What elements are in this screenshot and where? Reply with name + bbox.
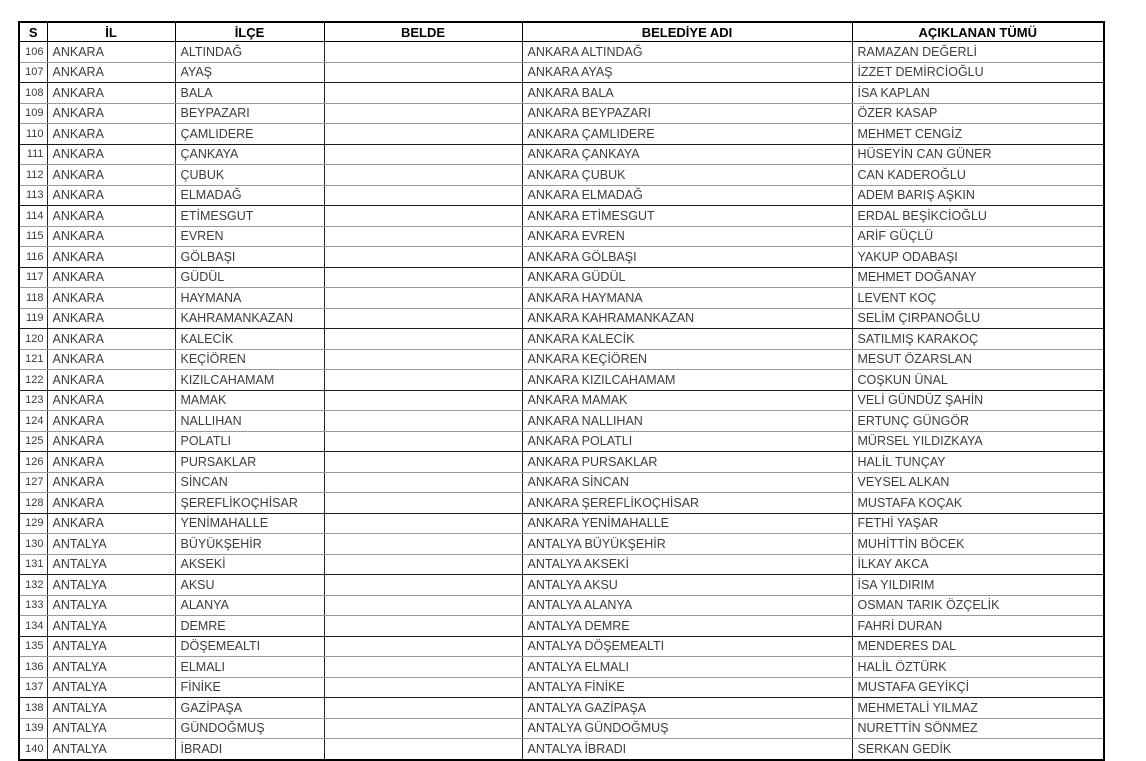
cell-aciklanan-tumu: HÜSEYİN CAN GÜNER [852, 144, 1104, 165]
table-row [19, 431, 1104, 452]
cell-belediye-adi: ANKARA AYAŞ [522, 62, 852, 83]
cell-aciklanan-tumu: FETHİ YAŞAR [852, 513, 1104, 534]
cell-belde [324, 226, 522, 247]
cell-belediye-adi: ANTALYA AKSU [522, 575, 852, 596]
cell-ilce: MAMAK [175, 390, 324, 411]
cell-belediye-adi: ANTALYA GAZİPAŞA [522, 698, 852, 719]
cell-belde [324, 739, 522, 760]
cell-belediye-adi: ANKARA BEYPAZARI [522, 103, 852, 124]
cell-s: 121 [19, 349, 47, 370]
cell-ilce: KIZILCAHAMAM [175, 370, 324, 391]
cell-belediye-adi: ANKARA YENİMAHALLE [522, 513, 852, 534]
table-row [19, 390, 1104, 411]
cell-belde [324, 124, 522, 145]
cell-s: 136 [19, 657, 47, 678]
table-row [19, 554, 1104, 575]
cell-il: ANKARA [47, 144, 175, 165]
cell-s: 123 [19, 390, 47, 411]
cell-il: ANTALYA [47, 677, 175, 698]
column-header-aciklanan-tumu: AÇIKLANAN TÜMÜ [852, 22, 1104, 42]
cell-ilce: SİNCAN [175, 472, 324, 493]
cell-aciklanan-tumu: CAN KADEROĞLU [852, 165, 1104, 186]
cell-belde [324, 206, 522, 227]
cell-il: ANTALYA [47, 718, 175, 739]
table-row [19, 493, 1104, 514]
cell-s: 130 [19, 534, 47, 555]
cell-belde [324, 636, 522, 657]
cell-il: ANKARA [47, 308, 175, 329]
cell-s: 113 [19, 185, 47, 206]
cell-belediye-adi: ANTALYA ALANYA [522, 595, 852, 616]
cell-belediye-adi: ANKARA KEÇİÖREN [522, 349, 852, 370]
cell-ilce: GÜDÜL [175, 267, 324, 288]
cell-s: 112 [19, 165, 47, 186]
cell-belde [324, 657, 522, 678]
cell-belde [324, 267, 522, 288]
cell-belediye-adi: ANKARA PURSAKLAR [522, 452, 852, 473]
cell-aciklanan-tumu: ÖZER KASAP [852, 103, 1104, 124]
cell-aciklanan-tumu: ARİF GÜÇLÜ [852, 226, 1104, 247]
cell-ilce: KAHRAMANKAZAN [175, 308, 324, 329]
cell-il: ANKARA [47, 349, 175, 370]
cell-il: ANKARA [47, 431, 175, 452]
cell-s: 117 [19, 267, 47, 288]
cell-belediye-adi: ANKARA ETİMESGUT [522, 206, 852, 227]
cell-il: ANKARA [47, 206, 175, 227]
cell-aciklanan-tumu: COŞKUN ÜNAL [852, 370, 1104, 391]
cell-belediye-adi: ANKARA NALLIHAN [522, 411, 852, 432]
table-row [19, 739, 1104, 760]
cell-belde [324, 370, 522, 391]
cell-belde [324, 308, 522, 329]
cell-ilce: ÇANKAYA [175, 144, 324, 165]
cell-belde [324, 144, 522, 165]
cell-il: ANTALYA [47, 554, 175, 575]
cell-belde [324, 718, 522, 739]
table-row [19, 267, 1104, 288]
cell-il: ANTALYA [47, 636, 175, 657]
cell-s: 127 [19, 472, 47, 493]
table-row [19, 185, 1104, 206]
table-row [19, 411, 1104, 432]
column-header-ilce: İLÇE [175, 22, 324, 42]
cell-s: 138 [19, 698, 47, 719]
cell-s: 118 [19, 288, 47, 309]
cell-aciklanan-tumu: İLKAY AKCA [852, 554, 1104, 575]
cell-s: 107 [19, 62, 47, 83]
cell-belde [324, 677, 522, 698]
cell-belediye-adi: ANKARA ÇUBUK [522, 165, 852, 186]
cell-belde [324, 349, 522, 370]
cell-il: ANKARA [47, 493, 175, 514]
table-row [19, 288, 1104, 309]
cell-belediye-adi: ANKARA ALTINDAĞ [522, 42, 852, 63]
cell-s: 111 [19, 144, 47, 165]
cell-belediye-adi: ANTALYA DÖŞEMEALTI [522, 636, 852, 657]
cell-ilce: BALA [175, 83, 324, 104]
column-header-il: İL [47, 22, 175, 42]
table-row [19, 329, 1104, 350]
cell-belde [324, 390, 522, 411]
table-row [19, 677, 1104, 698]
table-row [19, 165, 1104, 186]
cell-aciklanan-tumu: HALİL TUNÇAY [852, 452, 1104, 473]
cell-belediye-adi: ANKARA SİNCAN [522, 472, 852, 493]
cell-il: ANTALYA [47, 595, 175, 616]
table-body [19, 42, 1104, 760]
cell-belediye-adi: ANKARA ELMADAĞ [522, 185, 852, 206]
cell-ilce: PURSAKLAR [175, 452, 324, 473]
cell-aciklanan-tumu: VEYSEL ALKAN [852, 472, 1104, 493]
cell-s: 122 [19, 370, 47, 391]
cell-aciklanan-tumu: ADEM BARIŞ AŞKIN [852, 185, 1104, 206]
cell-il: ANTALYA [47, 534, 175, 555]
cell-belediye-adi: ANTALYA FİNİKE [522, 677, 852, 698]
cell-belediye-adi: ANKARA BALA [522, 83, 852, 104]
cell-aciklanan-tumu: ERDAL BEŞİKCİOĞLU [852, 206, 1104, 227]
cell-ilce: AKSU [175, 575, 324, 596]
cell-belediye-adi: ANTALYA GÜNDOĞMUŞ [522, 718, 852, 739]
cell-s: 106 [19, 42, 47, 63]
cell-s: 129 [19, 513, 47, 534]
cell-belde [324, 534, 522, 555]
cell-s: 133 [19, 595, 47, 616]
cell-aciklanan-tumu: MEHMETALİ YILMAZ [852, 698, 1104, 719]
cell-aciklanan-tumu: OSMAN TARIK ÖZÇELİK [852, 595, 1104, 616]
cell-aciklanan-tumu: SELİM ÇIRPANOĞLU [852, 308, 1104, 329]
table-row [19, 42, 1104, 63]
cell-aciklanan-tumu: SERKAN GEDİK [852, 739, 1104, 760]
cell-aciklanan-tumu: MUSTAFA GEYİKÇİ [852, 677, 1104, 698]
cell-belde [324, 431, 522, 452]
cell-belediye-adi: ANKARA GÖLBAŞI [522, 247, 852, 268]
cell-ilce: ŞEREFLİKOÇHİSAR [175, 493, 324, 514]
cell-ilce: KALECİK [175, 329, 324, 350]
table-row [19, 472, 1104, 493]
cell-belde [324, 83, 522, 104]
cell-belediye-adi: ANTALYA AKSEKİ [522, 554, 852, 575]
cell-ilce: ÇAMLIDERE [175, 124, 324, 145]
cell-aciklanan-tumu: İZZET DEMİRCİOĞLU [852, 62, 1104, 83]
cell-belde [324, 595, 522, 616]
table-row [19, 124, 1104, 145]
cell-s: 131 [19, 554, 47, 575]
municipality-table-container [18, 21, 1105, 761]
cell-belediye-adi: ANKARA MAMAK [522, 390, 852, 411]
cell-aciklanan-tumu: MUHİTTİN BÖCEK [852, 534, 1104, 555]
table-header-row [19, 22, 1104, 42]
cell-s: 116 [19, 247, 47, 268]
table-row [19, 657, 1104, 678]
cell-s: 120 [19, 329, 47, 350]
cell-s: 134 [19, 616, 47, 637]
table-row [19, 636, 1104, 657]
cell-s: 109 [19, 103, 47, 124]
cell-belediye-adi: ANKARA ŞEREFLİKOÇHİSAR [522, 493, 852, 514]
cell-ilce: FİNİKE [175, 677, 324, 698]
cell-belediye-adi: ANTALYA DEMRE [522, 616, 852, 637]
cell-il: ANKARA [47, 452, 175, 473]
cell-belde [324, 62, 522, 83]
cell-il: ANKARA [47, 42, 175, 63]
cell-ilce: YENİMAHALLE [175, 513, 324, 534]
cell-aciklanan-tumu: MENDERES DAL [852, 636, 1104, 657]
cell-belde [324, 411, 522, 432]
cell-ilce: GÖLBAŞI [175, 247, 324, 268]
cell-belde [324, 103, 522, 124]
cell-aciklanan-tumu: HALİL ÖZTÜRK [852, 657, 1104, 678]
cell-s: 119 [19, 308, 47, 329]
cell-ilce: BEYPAZARI [175, 103, 324, 124]
cell-aciklanan-tumu: FAHRİ DURAN [852, 616, 1104, 637]
table-row [19, 308, 1104, 329]
cell-aciklanan-tumu: MEHMET CENGİZ [852, 124, 1104, 145]
cell-il: ANKARA [47, 103, 175, 124]
municipality-table [18, 21, 1105, 761]
cell-il: ANKARA [47, 83, 175, 104]
cell-il: ANKARA [47, 329, 175, 350]
cell-belde [324, 452, 522, 473]
table-row [19, 83, 1104, 104]
cell-il: ANKARA [47, 390, 175, 411]
cell-belediye-adi: ANTALYA BÜYÜKŞEHİR [522, 534, 852, 555]
table-row [19, 349, 1104, 370]
cell-aciklanan-tumu: RAMAZAN DEĞERLİ [852, 42, 1104, 63]
table-header [19, 22, 1104, 42]
cell-belde [324, 247, 522, 268]
cell-s: 108 [19, 83, 47, 104]
table-row [19, 62, 1104, 83]
cell-ilce: ALTINDAĞ [175, 42, 324, 63]
cell-il: ANTALYA [47, 616, 175, 637]
cell-il: ANKARA [47, 267, 175, 288]
cell-belde [324, 165, 522, 186]
cell-belde [324, 554, 522, 575]
cell-ilce: GÜNDOĞMUŞ [175, 718, 324, 739]
table-row [19, 698, 1104, 719]
cell-s: 139 [19, 718, 47, 739]
cell-belediye-adi: ANKARA KAHRAMANKAZAN [522, 308, 852, 329]
column-header-s: S [19, 22, 47, 42]
cell-ilce: İBRADI [175, 739, 324, 760]
cell-aciklanan-tumu: VELİ GÜNDÜZ ŞAHİN [852, 390, 1104, 411]
cell-aciklanan-tumu: ERTUNÇ GÜNGÖR [852, 411, 1104, 432]
cell-ilce: DEMRE [175, 616, 324, 637]
cell-il: ANKARA [47, 247, 175, 268]
cell-il: ANKARA [47, 472, 175, 493]
cell-ilce: AKSEKİ [175, 554, 324, 575]
table-row [19, 534, 1104, 555]
cell-ilce: ALANYA [175, 595, 324, 616]
table-row [19, 718, 1104, 739]
table-row [19, 226, 1104, 247]
cell-ilce: GAZİPAŞA [175, 698, 324, 719]
cell-ilce: BÜYÜKŞEHİR [175, 534, 324, 555]
cell-aciklanan-tumu: MÜRSEL YILDIZKAYA [852, 431, 1104, 452]
cell-s: 114 [19, 206, 47, 227]
cell-s: 124 [19, 411, 47, 432]
cell-belde [324, 493, 522, 514]
cell-aciklanan-tumu: SATILMIŞ KARAKOÇ [852, 329, 1104, 350]
cell-belde [324, 472, 522, 493]
cell-ilce: DÖŞEMEALTI [175, 636, 324, 657]
cell-belediye-adi: ANKARA POLATLI [522, 431, 852, 452]
cell-belediye-adi: ANKARA EVREN [522, 226, 852, 247]
cell-s: 137 [19, 677, 47, 698]
cell-aciklanan-tumu: MEHMET DOĞANAY [852, 267, 1104, 288]
cell-s: 132 [19, 575, 47, 596]
cell-belediye-adi: ANKARA KIZILCAHAMAM [522, 370, 852, 391]
table-row [19, 575, 1104, 596]
cell-aciklanan-tumu: İSA YILDIRIM [852, 575, 1104, 596]
cell-il: ANTALYA [47, 739, 175, 760]
cell-belde [324, 288, 522, 309]
cell-belediye-adi: ANKARA ÇAMLIDERE [522, 124, 852, 145]
cell-belde [324, 616, 522, 637]
cell-belediye-adi: ANKARA GÜDÜL [522, 267, 852, 288]
cell-ilce: KEÇİÖREN [175, 349, 324, 370]
column-header-belde: BELDE [324, 22, 522, 42]
cell-belde [324, 513, 522, 534]
cell-ilce: HAYMANA [175, 288, 324, 309]
cell-ilce: AYAŞ [175, 62, 324, 83]
cell-ilce: NALLIHAN [175, 411, 324, 432]
cell-ilce: ETİMESGUT [175, 206, 324, 227]
cell-il: ANKARA [47, 370, 175, 391]
cell-s: 135 [19, 636, 47, 657]
table-row [19, 206, 1104, 227]
cell-il: ANKARA [47, 513, 175, 534]
cell-aciklanan-tumu: YAKUP ODABAŞI [852, 247, 1104, 268]
cell-belediye-adi: ANTALYA İBRADI [522, 739, 852, 760]
table-row [19, 513, 1104, 534]
cell-belediye-adi: ANKARA ÇANKAYA [522, 144, 852, 165]
cell-il: ANKARA [47, 62, 175, 83]
cell-s: 125 [19, 431, 47, 452]
table-row [19, 247, 1104, 268]
cell-aciklanan-tumu: İSA KAPLAN [852, 83, 1104, 104]
cell-belde [324, 698, 522, 719]
cell-ilce: ÇUBUK [175, 165, 324, 186]
cell-il: ANKARA [47, 124, 175, 145]
table-row [19, 144, 1104, 165]
cell-il: ANKARA [47, 185, 175, 206]
cell-s: 115 [19, 226, 47, 247]
cell-il: ANKARA [47, 411, 175, 432]
cell-belde [324, 185, 522, 206]
cell-s: 140 [19, 739, 47, 760]
table-row [19, 103, 1104, 124]
cell-il: ANKARA [47, 165, 175, 186]
cell-aciklanan-tumu: MUSTAFA KOÇAK [852, 493, 1104, 514]
cell-ilce: ELMADAĞ [175, 185, 324, 206]
column-header-belediye-adi: BELEDİYE ADI [522, 22, 852, 42]
cell-ilce: ELMALI [175, 657, 324, 678]
cell-ilce: POLATLI [175, 431, 324, 452]
cell-aciklanan-tumu: LEVENT KOÇ [852, 288, 1104, 309]
cell-belediye-adi: ANTALYA ELMALI [522, 657, 852, 678]
cell-belde [324, 42, 522, 63]
cell-belediye-adi: ANKARA HAYMANA [522, 288, 852, 309]
table-row [19, 452, 1104, 473]
table-row [19, 616, 1104, 637]
cell-aciklanan-tumu: MESUT ÖZARSLAN [852, 349, 1104, 370]
table-row [19, 595, 1104, 616]
cell-s: 128 [19, 493, 47, 514]
cell-il: ANKARA [47, 226, 175, 247]
cell-il: ANTALYA [47, 575, 175, 596]
cell-il: ANTALYA [47, 698, 175, 719]
cell-il: ANTALYA [47, 657, 175, 678]
cell-s: 110 [19, 124, 47, 145]
table-row [19, 370, 1104, 391]
cell-il: ANKARA [47, 288, 175, 309]
cell-ilce: EVREN [175, 226, 324, 247]
cell-belde [324, 575, 522, 596]
cell-s: 126 [19, 452, 47, 473]
cell-belde [324, 329, 522, 350]
cell-aciklanan-tumu: NURETTİN SÖNMEZ [852, 718, 1104, 739]
cell-belediye-adi: ANKARA KALECİK [522, 329, 852, 350]
